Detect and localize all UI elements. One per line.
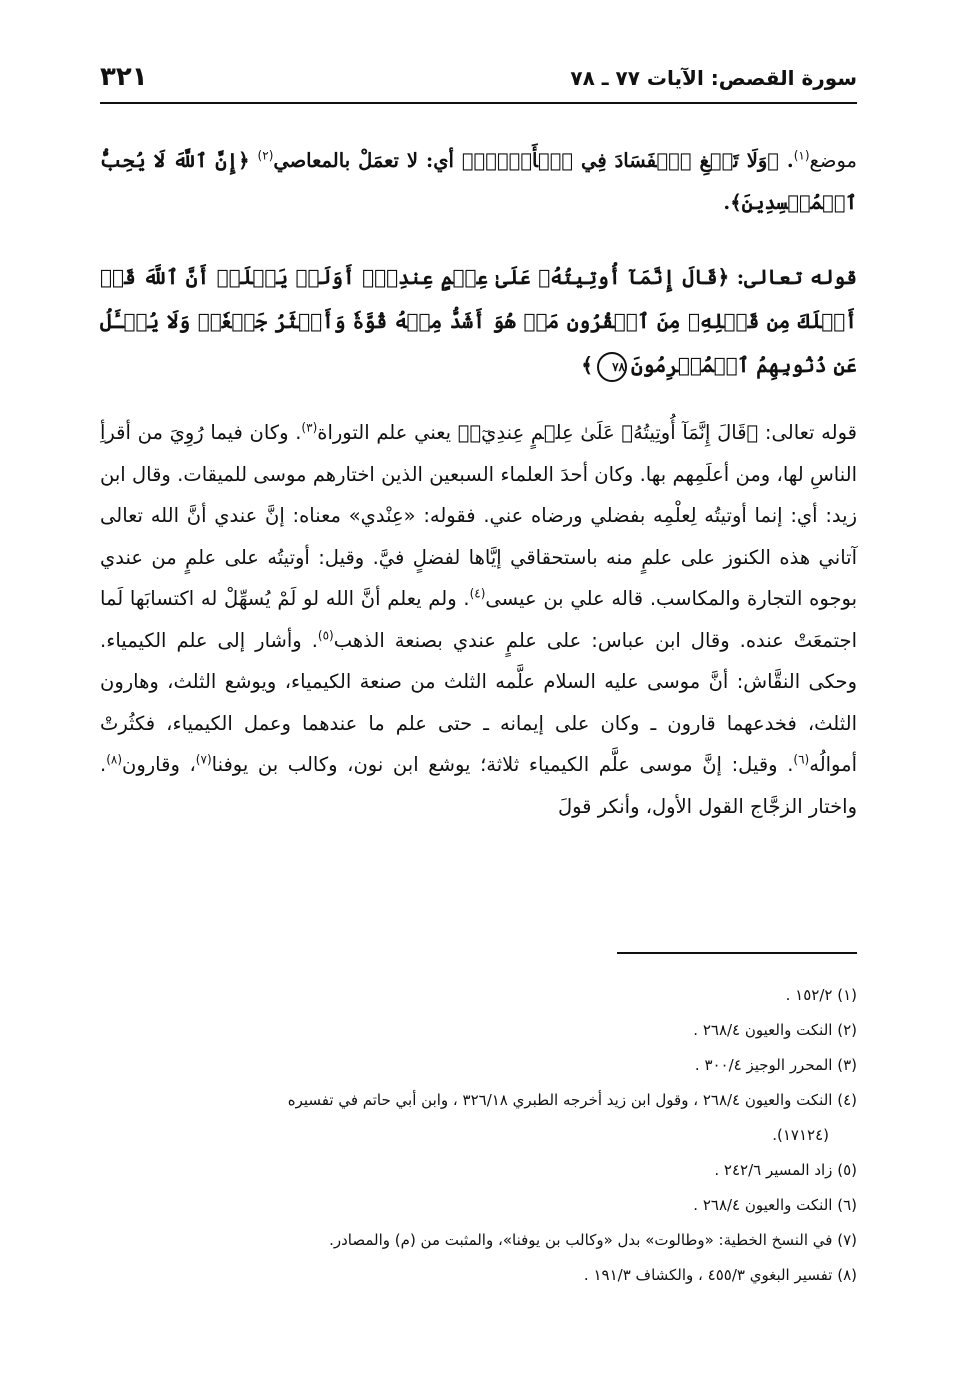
commentary-s6: ، وقارون: [122, 753, 196, 776]
commentary-s2: . وكان فيما رُوِيَ من أقرأِ الناسِ لها، ومن أعلَمِهم بها. وكان أحدَ العلماء السبعين الذين اختارهم موسى للميقات. وقال ابن زيد: أي: إنما أوتيتُه لِعلْمِه بفضلي ورضاه عني. فقوله: «عِنْدي» معناه: إنَّ عندي أنَّ الله تعالى آتاني هذه الكنوز على علمٍ منه باستحقاقي إيَّاها لفضلٍ فيَّ. وقيل: أوتيتُه على علمٍ من عندي بوجوه التجارة والمكاسب. قاله علي بن عيسى: [100, 421, 857, 610]
footnote-continuation: (١٧١٢٤).: [772, 1126, 829, 1144]
footnote-ref-6[interactable]: (٦): [793, 752, 810, 767]
verse-block: [100, 255, 857, 387]
intro-text-1: موضع: [809, 149, 858, 172]
commentary-s5: . وقيل: إنَّ موسى علَّم الكيمياء ثلاثة؛ يوشع ابن نون، وكالب بن يوفنا: [211, 753, 794, 776]
footnote-item: (٧) في النسخ الخطية: «وطالوت» بدل «وكالب بن يوفنا»، والمثبت من (م) والمصادر.: [329, 1231, 857, 1249]
ayah-number-badge: ٧٨: [597, 352, 627, 382]
footnote-ref-4[interactable]: (٤): [469, 586, 486, 601]
footnote-ref-7[interactable]: (٧): [195, 752, 212, 767]
footnote-ref-1[interactable]: (١): [793, 148, 810, 163]
footnote-ref-2[interactable]: (٢): [257, 148, 274, 163]
footnote-item: (٥) زاد المسير ٢٤٢/٦ .: [714, 1161, 857, 1179]
footnote-divider: [617, 952, 857, 954]
page-header: [100, 60, 857, 104]
verse-closing: ﴾: [581, 353, 593, 377]
verse-text: ﴿قَالَ إِنَّمَآ أُوتِيتُهُۥ عَلَىٰ عِلۡمٍ عِندِيٓۚ أَوَلَمۡ يَعۡلَمۡ أَنَّ ٱللَّهَ قَدۡ أَهۡلَكَ مِن قَبۡلِهِۦ مِنَ ٱلۡقُرُونِ مَنۡ هُوَ أَشَدُّ مِنۡهُ قُوَّةٗ وَأَكۡثَرُ جَمۡعٗاۚ وَلَا يُسۡـَٔلُ عَن ذُنُوبِهِمُ ٱلۡمُجۡرِمُونَ: [100, 265, 857, 377]
commentary-s7: . واختار الزجَّاج القول الأول، وأنكر قولَ: [100, 753, 857, 818]
verse-label: قوله تعالى:: [736, 265, 857, 289]
intro-text-3: ﴿إِنَّ ٱللَّهَ لَا يُحِبُّ ٱلۡمُفۡسِدِينَ﴾.: [100, 149, 857, 214]
commentary-s3: . ولم يعلم أنَّ الله لو لَمْ يُسهِّلْ له اكتسابَها لَما اجتمعَتْ عنده. وقال ابن عباس: على علمٍ عندي بصنعة الذهب: [100, 587, 857, 652]
footnote-ref-3[interactable]: (٣): [301, 420, 318, 435]
footnote-ref-8[interactable]: (٨): [106, 752, 123, 767]
intro-text-2: . ﴿وَلَا تَبۡغِ ٱلۡفَسَادَ فِي ٱلۡأَرۡضِۖ﴾ أي: لا تعمَلْ بالمعاصي: [273, 149, 794, 172]
intro-paragraph: [100, 140, 857, 223]
running-title: سورة القصص: الآيات ٧٧ ـ ٧٨: [570, 66, 857, 90]
page-number: ٣٢١: [100, 62, 148, 92]
footnote-item: (١) ١٥٢/٢ .: [785, 986, 857, 1004]
footnote-item: (٢) النكت والعيون ٢٦٨/٤ .: [693, 1021, 857, 1039]
footnote-ref-5[interactable]: (٥): [317, 628, 334, 642]
footnote-item: (٦) النكت والعيون ٢٦٨/٤ .: [693, 1196, 857, 1214]
commentary-s4: . وأشار إلى علم الكيمياء. وحكى النقَّاش: أنَّ موسى عليه السلام علَّمه الثلث من صنعة الكيمياء، ويوشع الثلث، وهارون الثلث، فخدعهما قارون ـ وكان على إيمانه ـ حتى علم ما عندهما وعمل الكيمياء، فكثُرتْ أموالُه: [100, 628, 857, 776]
commentary-paragraph: [100, 412, 857, 827]
footnote-item: (٣) المحرر الوجيز ٣٠٠/٤ .: [694, 1056, 857, 1074]
footnote-item: (٤) النكت والعيون ٢٦٨/٤ ، وقول ابن زيد أخرجه الطبري ٣٢٦/١٨ ، وابن أبي حاتم في تفسيره: [287, 1091, 857, 1109]
footnote-item: (٨) تفسير البغوي ٤٥٥/٣ ، والكشاف ١٩١/٣ .: [583, 1266, 857, 1284]
footnotes: [100, 978, 857, 1293]
commentary-s1: قوله تعالى: ﴿قَالَ إِنَّمَآ أُوتِيتُهُۥ عَلَىٰ عِلۡمٍ عِندِيٓۚ﴾ يعني علم التوراة: [317, 421, 857, 444]
